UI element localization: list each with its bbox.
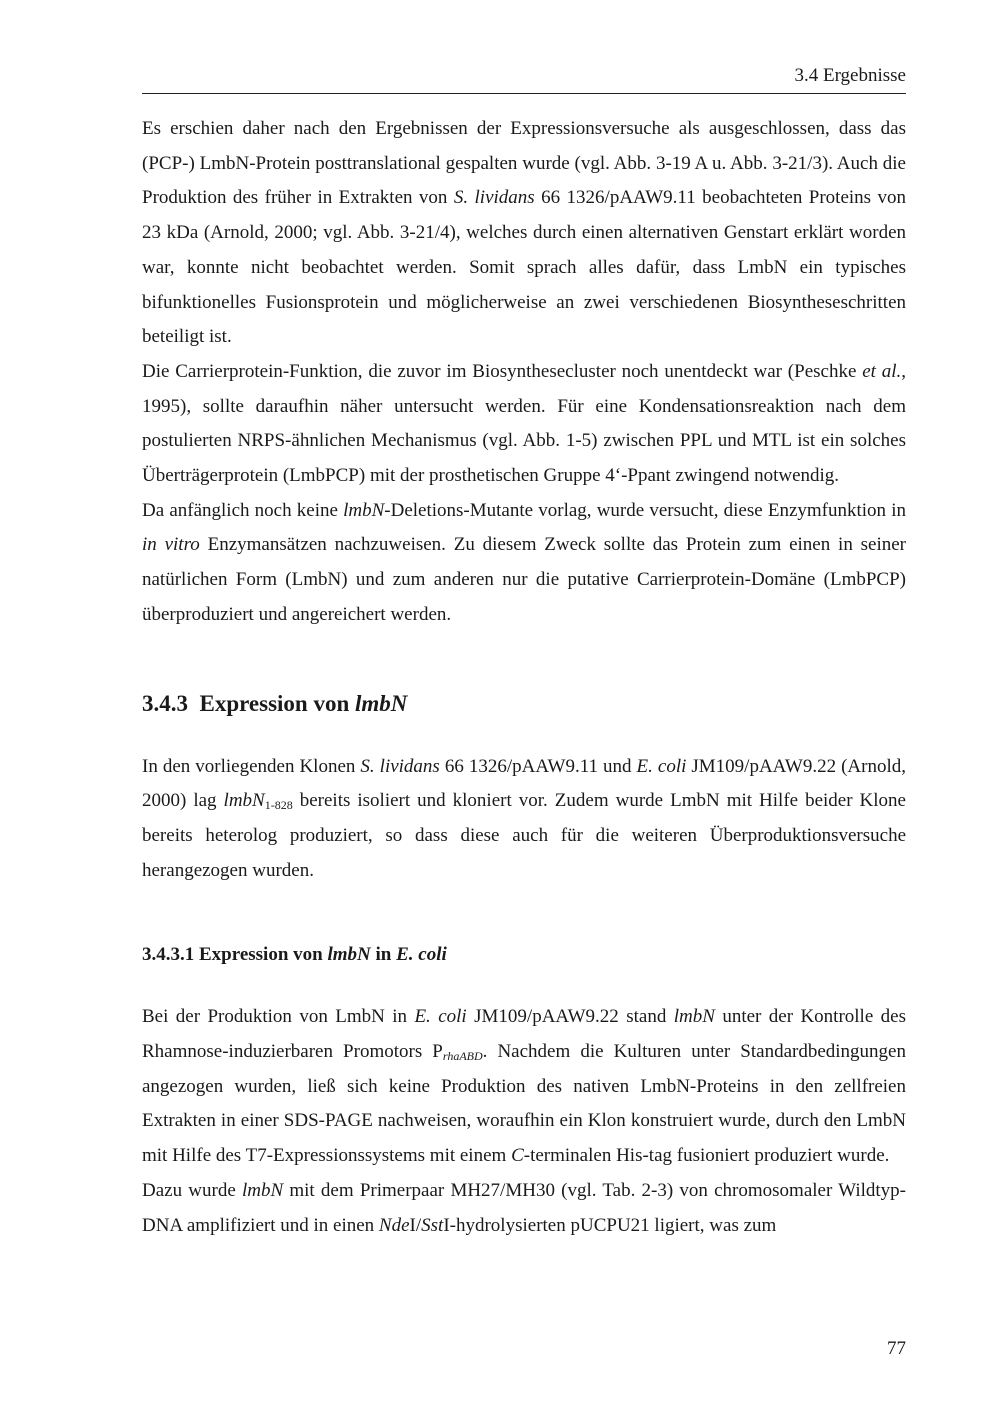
- paragraph: Die Carrierprotein-Funktion, die zuvor im Biosynthesecluster noch unentdeckt war (Peschke et al., 1995), sollte daraufhin näher untersucht werden. Für eine Kondensationsreaktion nach dem postulierten NRPS-ähnlichen Mechanismus (vgl. Abb. 1-5) zwischen PPL und MTL ist ein solches Überträgerprotein (LmbPCP) mit der prosthetischen Gruppe 4‘-Ppant zwingend notwendig.: [142, 360, 906, 487]
- subsection-heading: 3.4.3.1 Expression von lmbN in E. coli: [142, 944, 447, 966]
- section-heading: 3.4.3 Expression von lmbN: [142, 690, 408, 716]
- paragraph: Dazu wurde lmbN mit dem Primerpaar MH27/MH30 (vgl. Tab. 2-3) von chromosomaler Wildtyp-DNA amplifiziert und in einen NdeI/SstI-hydrolysierten pUCPU21 ligiert, was zum: [142, 1179, 906, 1236]
- paragraph: In den vorliegenden Klonen S. lividans 66 1326/pAAW9.11 und E. coli JM109/pAAW9.22 (Arnold, 2000) lag lmbN$_{1-828}$ bereits isoliert und kloniert vor. Zudem wurde LmbN mit Hilfe beider Klone bereits heterolog produziert, so dass diese auch für die weiteren Überproduktionsversuche herangezogen wurden.: [142, 755, 906, 881]
- page-body: [142, 112, 906, 1243]
- paragraph: Bei der Produktion von LmbN in E. coli JM109/pAAW9.22 stand lmbN unter der Kontrolle des Rhamnose-induzierbaren Promotors $P_{rhaABD}$. Nachdem die Kulturen unter Standardbedingungen angezogen wurden, ließ sich keine Produktion des nativen LmbN-Proteins in den zellfreien Extrakten in einer SDS-PAGE nachweisen, woraufhin ein Klon konstruiert wurde, durch den LmbN mit Hilfe des T7-Expressionssystems mit einem C-terminalen His-tag fusioniert produziert wurde.: [142, 1006, 907, 1167]
- running-header: [142, 64, 906, 94]
- paragraph: Da anfänglich noch keine lmbN-Deletions-Mutante vorlag, wurde versucht, diese Enzymfunktion in in vitro Enzymansätzen nachzuweisen. Zu diesem Zweck sollte das Protein zum einen in seiner natürlichen Form (LmbN) und zum anderen nur die putative Carrierprotein-Domäne (LmbPCP) überproduziert und angereichert werden.: [142, 499, 907, 625]
- paragraph: Es erschien daher nach den Ergebnissen der Expressionsversuche als ausgeschlossen, dass das (PCP-) LmbN-Protein posttranslational gespalten wurde (vgl. Abb. 3-19 A u. Abb. 3-21/3). Auch die Produktion des früher in Extrakten von S. lividans 66 1326/pAAW9.11 beobachteten Proteins von 23 kDa (Arnold, 2000; vgl. Abb. 3-21/4), welches durch einen alternativen Genstart erklärt worden war, konnte nicht beobachtet werden. Somit sprach alles dafür, dass LmbN ein typisches bifunktionelles Fusionsprotein und möglicherweise an zwei verschiedenen Biosyntheseschritten beteiligt ist.: [142, 118, 906, 348]
- section-title: 3.4 Ergebnisse: [794, 65, 906, 86]
- page-number: 77: [887, 1338, 906, 1359]
